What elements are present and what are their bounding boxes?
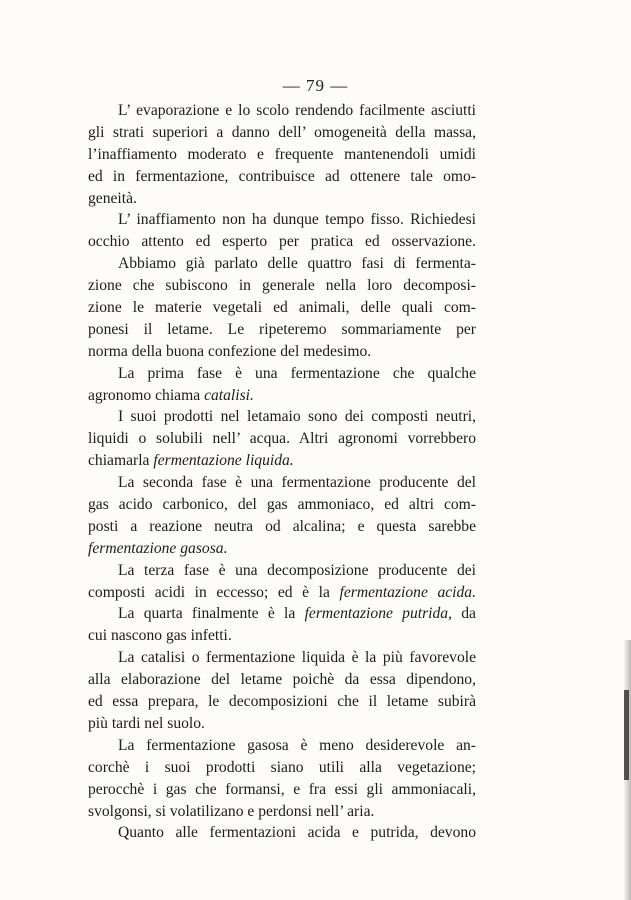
text-line: più tardi nel suolo. [88,714,205,732]
text-line: ed essa prepara, le decomposizioni che il letame subirà [88,693,476,711]
text-line: geneità. [88,189,137,207]
text-line: perocchè i gas che formansi, e fra essi gli ammoniacali, [88,780,476,798]
text-line: composti acidi in eccesso; ed è la fermentazione acida. [88,583,476,601]
text-line: alla elaborazione del letame poichè da essa dipendono, [88,671,476,689]
page-edge-mark [624,690,629,780]
text-line: svolgonsi, si volatilizano e perdonsi nell’ aria. [88,802,375,820]
text-line: La terza fase è una decomposizione producente dei [118,561,476,579]
text-line: La quarta finalmente è la fermentazione putrida, da [118,605,476,623]
text-line: ponesi il letame. Le ripeteremo sommariamente per [88,320,476,338]
text-line: Quanto alle fermentazioni acida e putrida, devono [118,824,476,842]
text-line: gli strati superiori a danno dell’ omogeneità della massa, [88,123,476,141]
italic-term: fermentazione gasosa. [88,539,228,557]
text-line: l’inaffiamento moderato e frequente mantenendoli umidi [88,145,476,163]
text-line: corchè i suoi prodotti siano utili alla vegetazione; [88,758,476,776]
italic-term: catalisi. [204,386,254,404]
text-line: zione che subiscono in generale nella loro decomposi- [88,277,476,295]
text-line: agronomo chiama catalisi. [88,386,254,404]
page-number: — 79 — [282,76,349,95]
italic-term: fermentazione acida. [339,583,476,601]
text-line [88,538,476,560]
body-text [88,100,476,844]
text-line: La seconda fase è una fermentazione producente del [118,474,476,492]
italic-term: fermentazione liquida. [153,452,294,470]
text-line: Abbiamo già parlato delle quattro fasi di fermenta- [118,255,476,273]
text-line: cui nascono gas infetti. [88,627,232,645]
text-line: L’ inaffiamento non ha dunque tempo fisso. Richiedesi [118,211,476,229]
text-line: zione le materie vegetali ed animali, delle quali com- [88,299,476,317]
text-line: La fermentazione gasosa è meno desiderevole an- [118,736,476,754]
text-line: liquidi o solubili nell’ acqua. Altri agronomi vorrebbero [88,430,476,448]
italic-term: fermentazione putrida, [304,605,452,623]
text-line: norma della buona confezione del medesimo. [88,342,372,360]
text-line: ed in fermentazione, contribuisce ad ottenere tale omo- [88,167,476,185]
text-line: L’ evaporazione e lo scolo rendendo facilmente asciutti [118,102,476,119]
text-line: I suoi prodotti nel letamaio sono dei composti neutri, [118,408,476,426]
text-line: La prima fase è una fermentazione che qualche [118,364,476,382]
text-line: La catalisi o fermentazione liquida è la più favorevole [118,649,476,667]
text-line: gas acido carbonico, del gas ammoniaco, ed altri com- [88,496,476,514]
text-line: occhio attento ed esperto per pratica ed osservazione. [88,233,476,251]
text-line: chiamarla fermentazione liquida. [88,452,294,470]
text-line: posti a reazione neutra od alcalina; e questa sarebbe [88,517,476,535]
